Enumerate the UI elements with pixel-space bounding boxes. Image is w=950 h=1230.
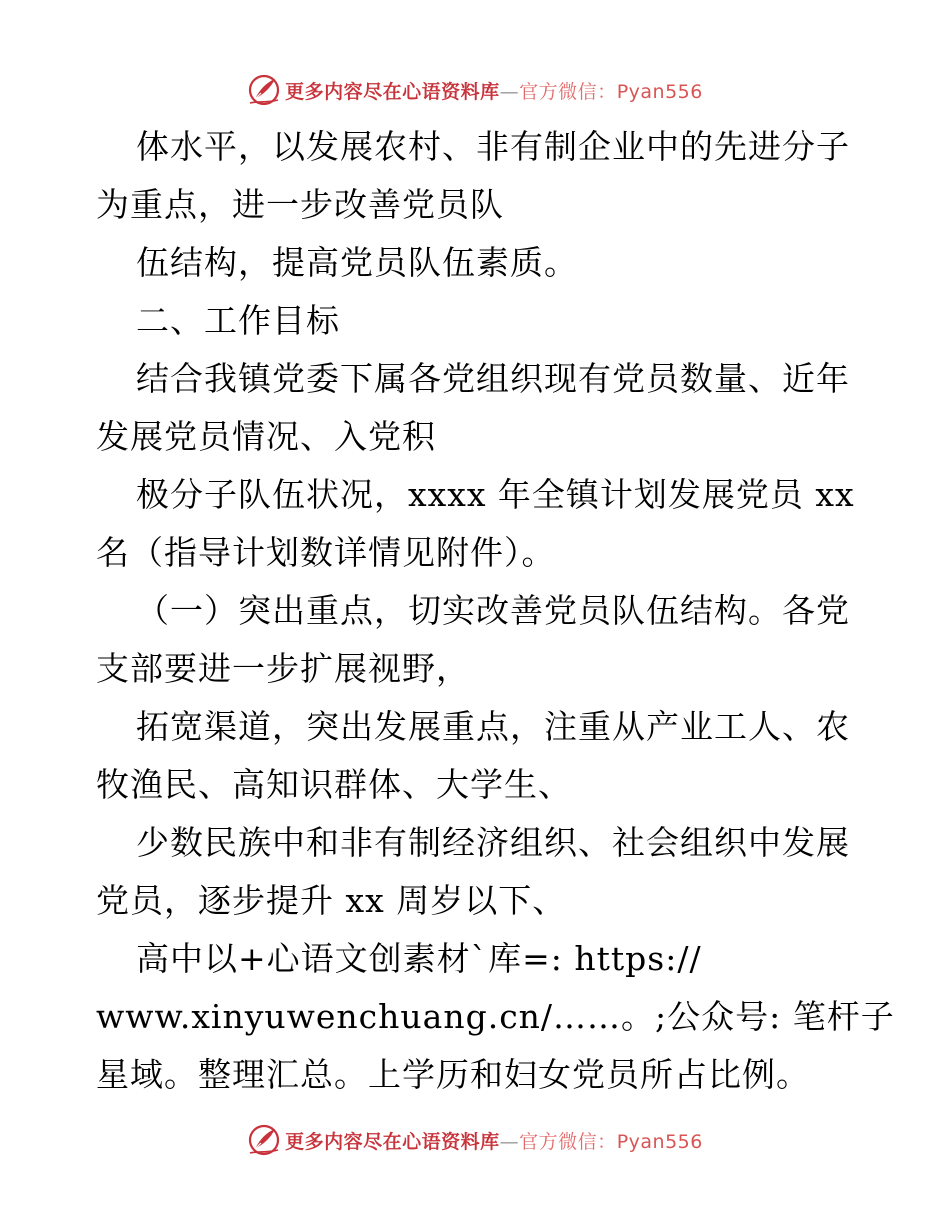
footer-watermark (0, 1120, 950, 1160)
header-wechat-id: Pyan556 (616, 80, 703, 103)
quill-logo-icon (247, 1123, 281, 1157)
text-line: 体水平，以发展农村、非有制企业中的先进分子 (136, 127, 850, 166)
text-line: 牧渔民、高知识群体、大学生、 (96, 765, 572, 804)
text-line: 支部要进一步扩展视野， (96, 649, 470, 688)
footer-site-name: 更多内容尽在心语资料库 (285, 1130, 500, 1153)
footer-wechat-label: 官方微信： (519, 1130, 617, 1153)
text-line: 星域。整理汇总。上学历和妇女党员所占比例。 (96, 1055, 810, 1094)
text-line: 党员，逐步提升 xx 周岁以下、 (96, 881, 567, 920)
header-wechat-label: 官方微信： (519, 80, 617, 103)
text-line: 伍结构，提高党员队伍素质。 (136, 243, 578, 282)
text-line: 拓宽渠道，突出发展重点，注重从产业工人、农 (136, 707, 850, 746)
text-line: 结合我镇党委下属各党组织现有党员数量、近年 (136, 359, 850, 398)
text-line: 为重点，进一步改善党员队 (96, 185, 504, 224)
footer-wechat-id: Pyan556 (616, 1130, 703, 1153)
text-line: 高中以+心语文创素材`库=: https:// (136, 939, 702, 978)
header-site-name: 更多内容尽在心语资料库 (285, 80, 500, 103)
document-body (96, 118, 895, 1104)
section-heading: 二、工作目标 (136, 301, 340, 340)
text-line: 少数民族中和非有制经济组织、社会组织中发展 (136, 823, 850, 862)
subsection-heading: （一）突出重点，切实改善党员队伍结构。各党 (136, 591, 850, 630)
text-line: 名（指导计划数详情见附件）。 (96, 533, 556, 572)
quill-logo-icon (247, 73, 281, 107)
text-line: www.xinyuwenchuang.cn/……。;公众号: 笔杆子 (96, 997, 895, 1036)
header-watermark (0, 70, 950, 110)
footer-dash: — (499, 1130, 520, 1153)
header-dash: — (499, 80, 520, 103)
text-line: 发展党员情况、入党积 (96, 417, 436, 456)
text-line: 极分子队伍状况，xxxx 年全镇计划发展党员 xx (136, 475, 855, 514)
